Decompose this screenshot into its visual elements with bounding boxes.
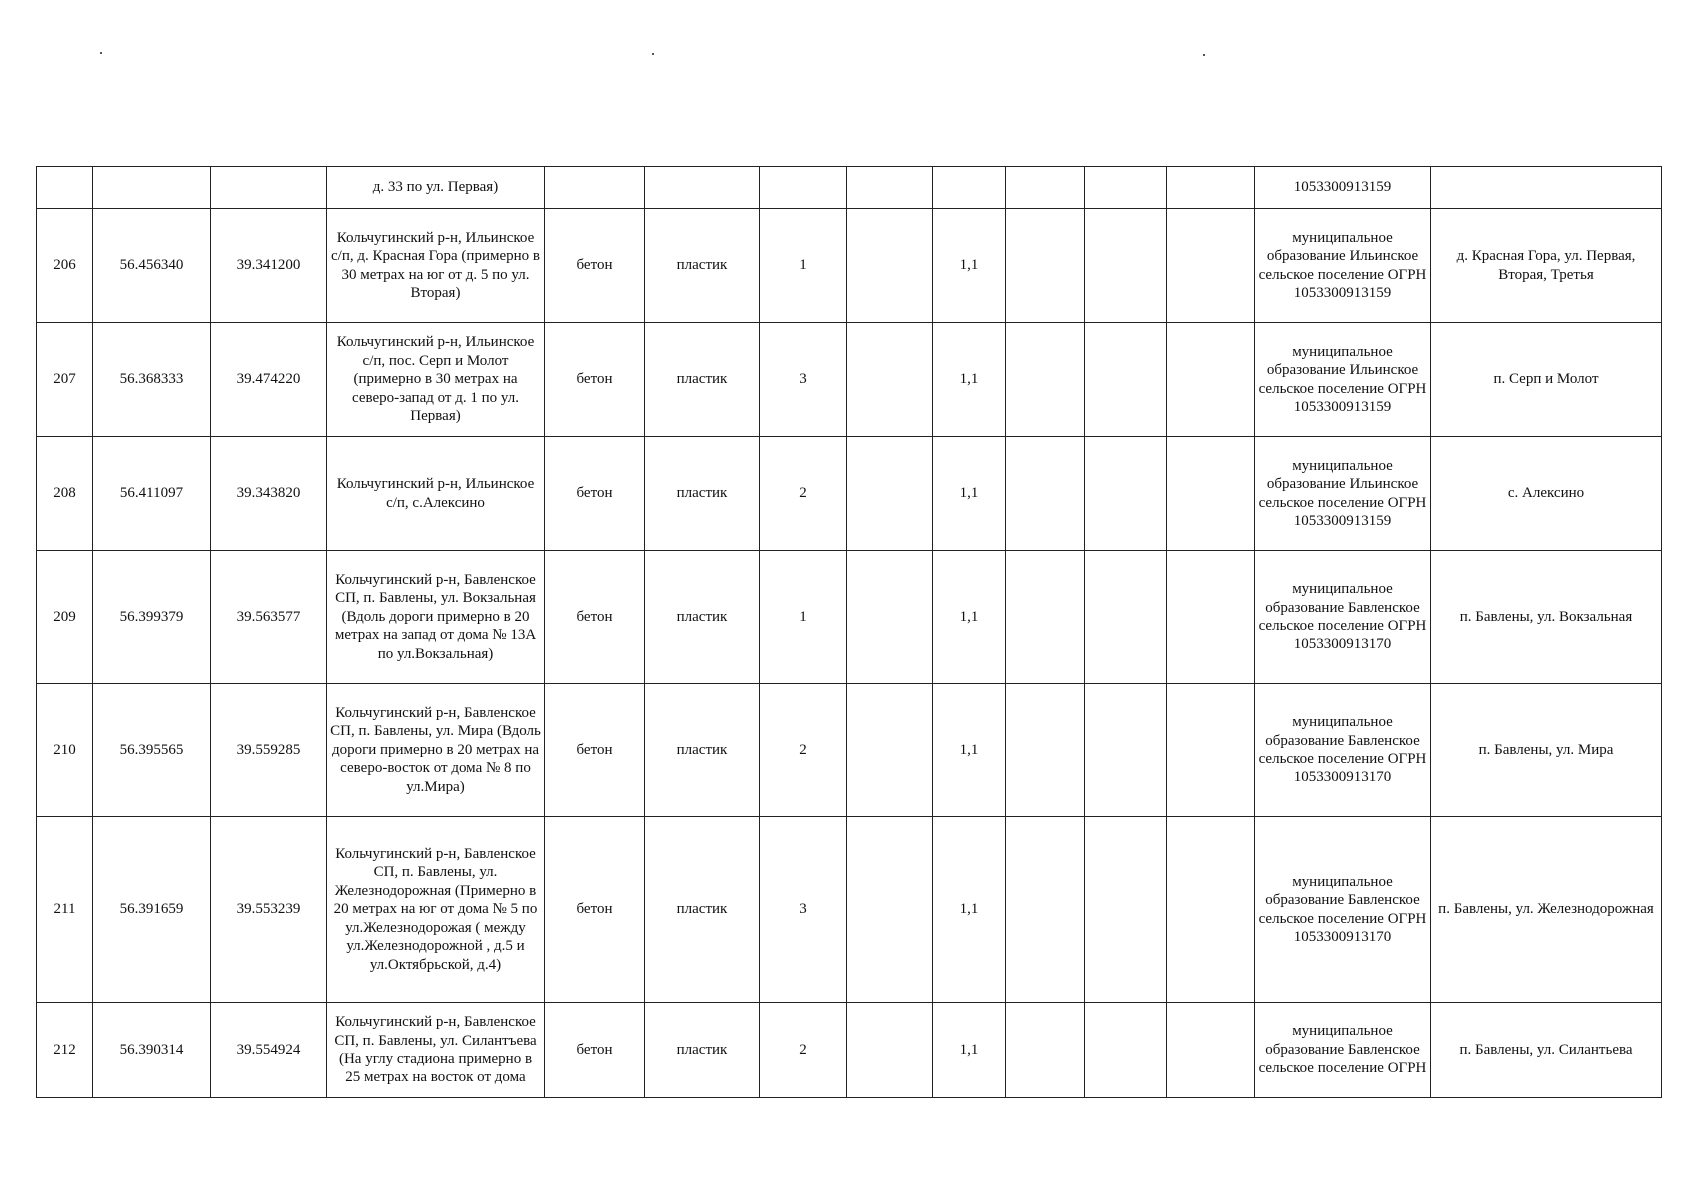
empty-cell [1167,209,1255,323]
settlement-cell: д. Красная Гора, ул. Первая, Вторая, Третья [1431,209,1662,323]
table-row [37,817,1662,1003]
owner-cell: муниципальное образование Бавленское сельское поселение ОГРН 1053300913170 [1255,817,1431,1003]
scan-speck [100,52,102,54]
volume-cell: 1,1 [933,817,1006,1003]
latitude-cell: 56.399379 [93,551,211,684]
longitude-cell: 39.343820 [211,437,327,551]
latitude-cell: 56.391659 [93,817,211,1003]
address-cell: Кольчугинский р-н, Ильинское с/п, пос. Серп и Молот (примерно в 30 метрах на северо-запад от д. 1 по ул. Первая) [327,323,545,437]
longitude-cell: 39.474220 [211,323,327,437]
settlement-cell: п. Серп и Молот [1431,323,1662,437]
surface-cell: бетон [545,437,645,551]
table-row [37,551,1662,684]
empty-cell [1167,1003,1255,1098]
container-sites-table [36,166,1662,1098]
empty-cell [1167,167,1255,209]
empty-cell [1085,209,1167,323]
empty-cell [847,437,933,551]
empty-cell [1006,323,1085,437]
empty-cell [1085,437,1167,551]
empty-cell [1085,817,1167,1003]
row-number: 209 [37,551,93,684]
address-cell: Кольчугинский р-н, Ильинское с/п, д. Красная Гора (примерно в 30 метрах на юг от д. 5 по ул. Вторая) [327,209,545,323]
volume-cell: 1,1 [933,209,1006,323]
surface-cell: бетон [545,323,645,437]
row-number: 210 [37,684,93,817]
material-cell: пластик [645,551,760,684]
material-cell: пластик [645,323,760,437]
volume-cell: 1,1 [933,323,1006,437]
empty-cell [847,817,933,1003]
container-count-cell [760,167,847,209]
row-number: 206 [37,209,93,323]
empty-cell [1006,551,1085,684]
latitude-cell: 56.390314 [93,1003,211,1098]
longitude-cell: 39.341200 [211,209,327,323]
container-count-cell: 1 [760,209,847,323]
volume-cell: 1,1 [933,437,1006,551]
settlement-cell: с. Алексино [1431,437,1662,551]
row-number: 207 [37,323,93,437]
settlement-cell: п. Бавлены, ул. Мира [1431,684,1662,817]
empty-cell [1006,684,1085,817]
empty-cell [847,684,933,817]
surface-cell: бетон [545,817,645,1003]
owner-cell: муниципальное образование Ильинское сельское поселение ОГРН 1053300913159 [1255,323,1431,437]
owner-cell: 1053300913159 [1255,167,1431,209]
address-cell: Кольчугинский р-н, Бавленское СП, п. Бавлены, ул. Железнодорожная (Примерно в 20 метрах на юг от дома № 5 по ул.Железнодорожая ( между ул.Железнодорожной , д.5 и ул.Октябрьской, д.4) [327,817,545,1003]
surface-cell [545,167,645,209]
owner-cell: муниципальное образование Ильинское сельское поселение ОГРН 1053300913159 [1255,437,1431,551]
empty-cell [1085,551,1167,684]
container-count-cell: 2 [760,437,847,551]
latitude-cell: 56.411097 [93,437,211,551]
volume-cell: 1,1 [933,684,1006,817]
empty-cell [1006,437,1085,551]
volume-cell: 1,1 [933,551,1006,684]
owner-cell: муниципальное образование Ильинское сельское поселение ОГРН 1053300913159 [1255,209,1431,323]
latitude-cell: 56.395565 [93,684,211,817]
table-row [37,684,1662,817]
table-row [37,1003,1662,1098]
container-count-cell: 1 [760,551,847,684]
table-row [37,209,1662,323]
container-count-cell: 3 [760,323,847,437]
latitude-cell: 56.456340 [93,209,211,323]
owner-cell: муниципальное образование Бавленское сельское поселение ОГРН 1053300913170 [1255,684,1431,817]
volume-cell: 1,1 [933,1003,1006,1098]
empty-cell [1085,1003,1167,1098]
address-cell: д. 33 по ул. Первая) [327,167,545,209]
material-cell: пластик [645,437,760,551]
empty-cell [1167,323,1255,437]
material-cell: пластик [645,684,760,817]
material-cell [645,167,760,209]
material-cell: пластик [645,209,760,323]
surface-cell: бетон [545,684,645,817]
empty-cell [1167,437,1255,551]
settlement-cell: п. Бавлены, ул. Железнодорожная [1431,817,1662,1003]
empty-cell [1167,551,1255,684]
empty-cell [1006,167,1085,209]
surface-cell: бетон [545,209,645,323]
address-cell: Кольчугинский р-н, Бавленское СП, п. Бавлены, ул. Вокзальная (Вдоль дороги примерно в 20 метрах на запад от дома № 13А по ул.Вокзальная) [327,551,545,684]
scan-speck [652,53,654,55]
surface-cell: бетон [545,1003,645,1098]
empty-cell [1085,323,1167,437]
material-cell: пластик [645,817,760,1003]
settlement-cell: п. Бавлены, ул. Силантьева [1431,1003,1662,1098]
container-count-cell: 2 [760,1003,847,1098]
table-row [37,167,1662,209]
empty-cell [1167,817,1255,1003]
latitude-cell: 56.368333 [93,323,211,437]
settlement-cell: п. Бавлены, ул. Вокзальная [1431,551,1662,684]
longitude-cell: 39.559285 [211,684,327,817]
latitude-cell [93,167,211,209]
empty-cell [847,323,933,437]
container-count-cell: 3 [760,817,847,1003]
row-number: 211 [37,817,93,1003]
longitude-cell [211,167,327,209]
empty-cell [1006,209,1085,323]
longitude-cell: 39.553239 [211,817,327,1003]
longitude-cell: 39.554924 [211,1003,327,1098]
owner-cell: муниципальное образование Бавленское сельское поселение ОГРН 1053300913170 [1255,551,1431,684]
material-cell: пластик [645,1003,760,1098]
address-cell: Кольчугинский р-н, Ильинское с/п, с.Алексино [327,437,545,551]
empty-cell [1006,817,1085,1003]
volume-cell [933,167,1006,209]
table-row [37,323,1662,437]
empty-cell [847,551,933,684]
container-count-cell: 2 [760,684,847,817]
empty-cell [847,1003,933,1098]
scan-speck [1203,54,1205,56]
row-number: 212 [37,1003,93,1098]
address-cell: Кольчугинский р-н, Бавленское СП, п. Бавлены, ул. Силантъева (На углу стадиона примерно в 25 метрах на восток от дома [327,1003,545,1098]
empty-cell [1085,167,1167,209]
settlement-cell [1431,167,1662,209]
empty-cell [1006,1003,1085,1098]
empty-cell [847,167,933,209]
table-row [37,437,1662,551]
surface-cell: бетон [545,551,645,684]
row-number: 208 [37,437,93,551]
empty-cell [847,209,933,323]
row-number [37,167,93,209]
address-cell: Кольчугинский р-н, Бавленское СП, п. Бавлены, ул. Мира (Вдоль дороги примерно в 20 метрах на северо-восток от дома № 8 по ул.Мира) [327,684,545,817]
empty-cell [1085,684,1167,817]
owner-cell: муниципальное образование Бавленское сельское поселение ОГРН [1255,1003,1431,1098]
empty-cell [1167,684,1255,817]
longitude-cell: 39.563577 [211,551,327,684]
